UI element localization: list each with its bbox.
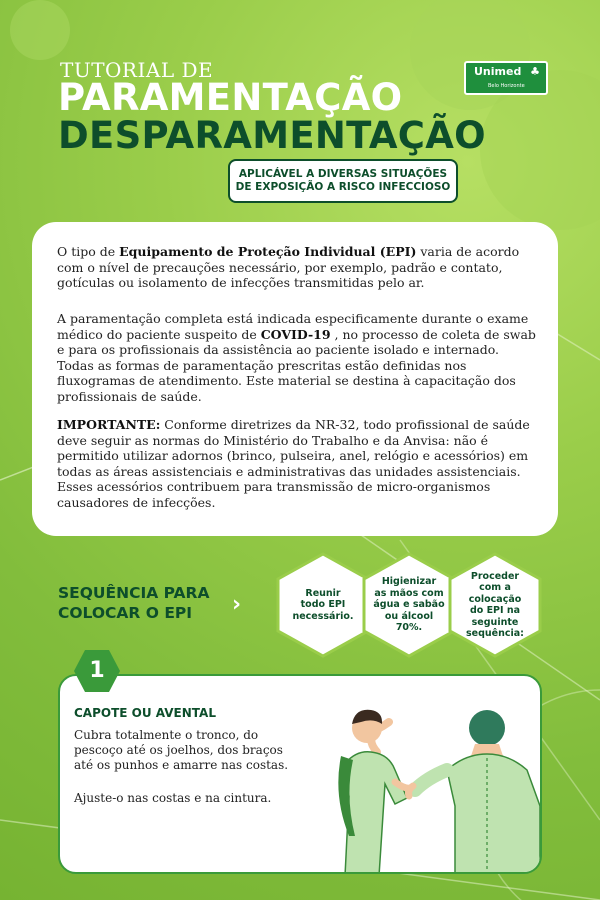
- sequence-step-2: [362, 552, 456, 658]
- sequence-step-3: [448, 552, 542, 658]
- intro-paragraph-1: [57, 244, 537, 291]
- step-line: Reunir: [305, 587, 341, 599]
- intro-paragraph-2: [57, 311, 537, 404]
- sequence-title-line2: COLOCAR O EPI: [58, 604, 193, 622]
- step-line: todo EPI: [300, 599, 346, 611]
- subtitle-box: [228, 159, 458, 203]
- unimed-logo: [464, 61, 548, 95]
- step-text: [286, 552, 360, 658]
- step-1-adjust: Ajuste-o nas costas e na cintura.: [74, 791, 272, 805]
- intro-text: , no processo de coleta de swab e para os profissionais da assistência ao paciente isolado e internado. Todas as formas de paramentação prescritas estão definidas nos fluxogramas de atendimento. Este material se destina à capacitação dos profissionais de saúde.: [57, 326, 536, 404]
- subtitle-line1: APLICÁVEL A DIVERSAS SITUAÇÕES: [238, 168, 448, 180]
- step-line: seguinte: [471, 616, 519, 628]
- intro-card: [32, 222, 558, 536]
- chevron-right-icon: ›: [232, 592, 242, 617]
- intro-emphasis: COVID-19: [260, 326, 331, 342]
- sequence-title-line1: SEQUÊNCIA PARA: [58, 584, 210, 602]
- important-label: IMPORTANTE:: [57, 417, 161, 432]
- step-1-description: Cubra totalmente o tronco, do pescoço até os joelhos, dos braços até os punhos e amarre nas costas.: [74, 728, 289, 772]
- subtitle-line2: DE EXPOSIÇÃO A RISCO INFECCIOSO: [235, 181, 451, 193]
- intro-paragraph-3: [57, 417, 537, 510]
- step-line: água e sabão: [373, 599, 445, 611]
- intro-text: O tipo de: [57, 244, 120, 259]
- step-1-title: CAPOTE OU AVENTAL: [74, 706, 216, 720]
- step-line: ou álcool: [384, 610, 434, 622]
- gown-illustration: [315, 686, 540, 874]
- intro-text: varia de acordo com o nível de precauções necessário, por exemplo, padrão e contato, gotículas ou isolamento de infecções transmitidas pelo ar.: [57, 244, 520, 290]
- step-text: [458, 552, 532, 658]
- step-line: do EPI na: [469, 605, 521, 616]
- intro-text: Conforme diretrizes da NR-32, todo profissional de saúde deve seguir as normas do Ministério do Trabalho e da Anvisa: não é permitido utilizar adornos (brinco, pulseira, anel, relógio e acessórios) em todas as áreas assistenciais e administrativas das unidades assistenciais. Esses acessórios contribuem para transmissão de micro-organismos causadores de infecções.: [57, 417, 530, 510]
- step-line: 70%.: [395, 622, 423, 634]
- title-paramentacao: PARAMENTAÇÃO: [58, 76, 403, 119]
- step-line: Proceder: [470, 570, 520, 582]
- logo-city: Belo Horizonte: [488, 83, 525, 89]
- sequence-title: [58, 583, 209, 623]
- unimed-tree-icon: ♣: [530, 65, 540, 78]
- step-1-number: 1: [89, 658, 105, 683]
- step-line: necessário.: [292, 610, 354, 622]
- intro-emphasis: Equipamento de Proteção Individual (EPI): [119, 244, 417, 259]
- step-text: [372, 552, 446, 658]
- step-line: com a colocação: [468, 582, 522, 605]
- virus-particle: [10, 0, 70, 60]
- title-desparamentacao: DESPARAMENTAÇÃO: [58, 114, 486, 157]
- step-line: Higienizar: [381, 576, 437, 588]
- step-1-card: [58, 674, 542, 874]
- logo-brand: Unimed: [474, 65, 522, 78]
- intro-text: A paramentação completa está indicada especificamente durante o exame médico do paciente suspeito de: [57, 311, 529, 342]
- step-line: as mãos com: [374, 587, 444, 599]
- step-line: sequência:: [466, 628, 524, 639]
- pretitle: TUTORIAL DE: [60, 58, 214, 82]
- sequence-step-1: [276, 552, 370, 658]
